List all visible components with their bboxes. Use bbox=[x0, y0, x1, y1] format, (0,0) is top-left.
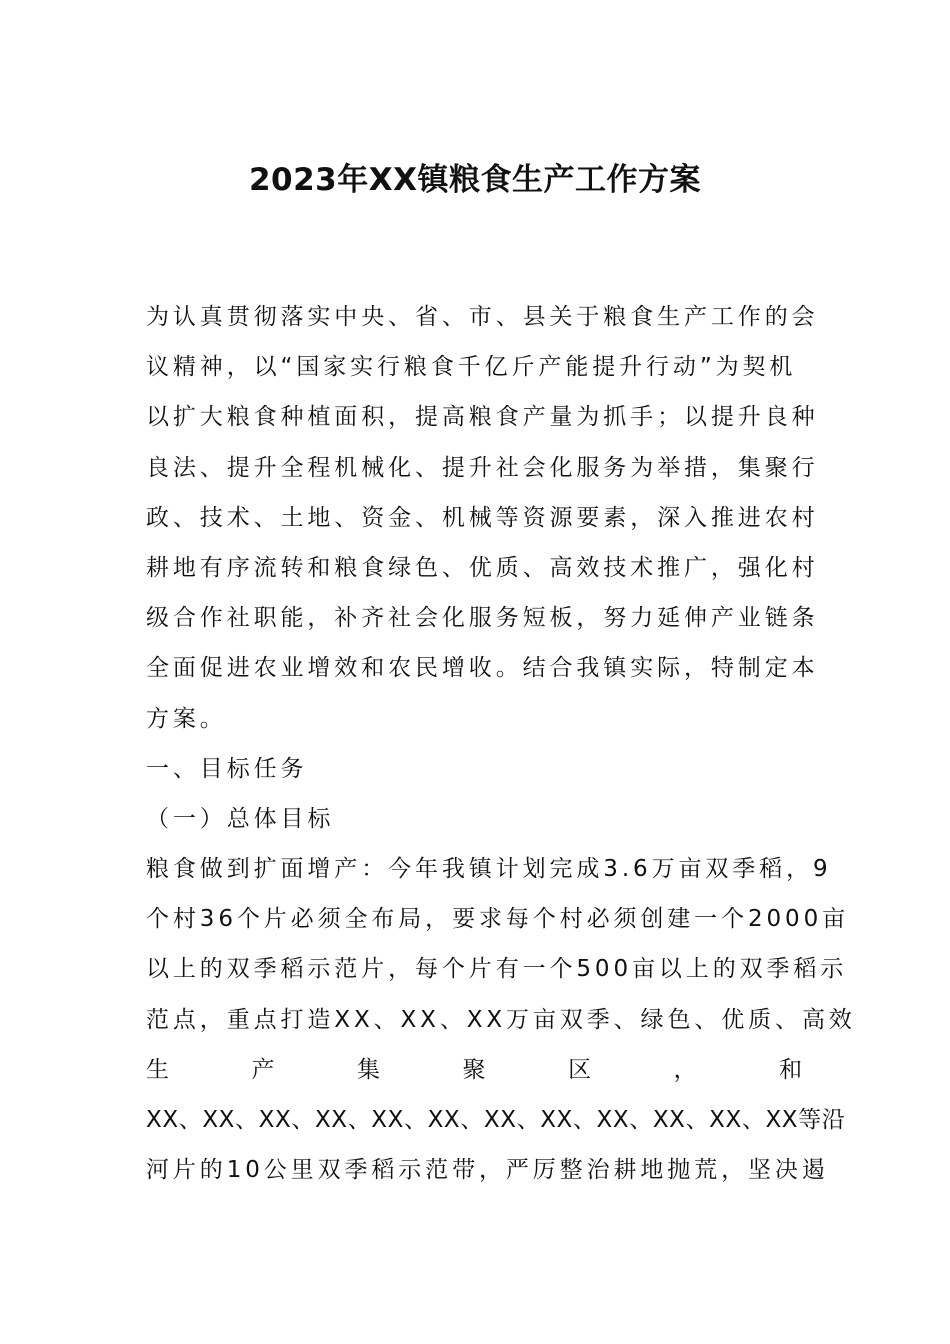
intro-paragraph bbox=[146, 292, 819, 744]
text-line: 全面促进农业增效和农民增收。结合我镇实际，特制定本 bbox=[146, 655, 819, 682]
goal-paragraph bbox=[146, 844, 856, 1195]
spread-word: 区 bbox=[568, 1056, 595, 1083]
spread-word: 和 bbox=[779, 1056, 806, 1083]
section-heading bbox=[146, 744, 806, 794]
document-title: 2023年XX镇粮食生产工作方案 bbox=[248, 162, 702, 198]
text-line: 河片的10公里双季稻示范带，严厉整治耕地抛荒，坚决遏 bbox=[146, 1157, 829, 1184]
document-body bbox=[146, 292, 856, 1195]
text-line: 个村36个片必须全布局，要求每个村必须创建一个2000亩 bbox=[146, 906, 849, 933]
text-line: 以上的双季稻示范片，每个片有一个500亩以上的双季稻示 bbox=[146, 956, 848, 983]
text-line: XX、XX、XX、XX、XX、XX、XX、XX、XX、XX、XX、XX等沿 bbox=[146, 1107, 846, 1133]
text-line: 为认真贯彻落实中央、省、市、县关于粮食生产工作的会 bbox=[146, 304, 819, 330]
text-line: 粮食做到扩面增产：今年我镇计划完成3.6万亩双季稻，9 bbox=[146, 856, 832, 883]
text-line: 以扩大粮食种植面积，提高粮食产量为抓手；以提升良种 bbox=[146, 404, 819, 431]
text-line: 级合作社职能，补齐社会化服务短板，努力延伸产业链条 bbox=[146, 605, 819, 632]
subsection-heading-text: （一）总体目标 bbox=[146, 805, 335, 832]
spread-word: ， bbox=[673, 1056, 701, 1083]
spread-word: 集 bbox=[357, 1056, 384, 1083]
section-heading-text: 一、目标任务 bbox=[146, 755, 308, 782]
text-line: 方案。 bbox=[146, 705, 227, 732]
spread-word: 产 bbox=[251, 1056, 279, 1083]
text-line: 议精神，以“国家实行粮食千亿斤产能提升行动”为契机 bbox=[146, 354, 797, 381]
spread-word: 生 bbox=[146, 1056, 173, 1083]
text-line: 耕地有序流转和粮食绿色、优质、高效技术推广，强化村 bbox=[146, 554, 819, 581]
text-line: 良法、提升全程机械化、提升社会化服务为举措，集聚行 bbox=[146, 454, 819, 481]
spread-word: 聚 bbox=[462, 1056, 490, 1083]
text-line: 政、技术、土地、资金、机械等资源要素，深入推进农村 bbox=[146, 504, 819, 531]
text-line: 范点，重点打造XX、XX、XX万亩双季、绿色、优质、高效 bbox=[146, 1006, 856, 1033]
subsection-heading bbox=[146, 794, 806, 844]
spread-text-line bbox=[146, 1045, 806, 1095]
